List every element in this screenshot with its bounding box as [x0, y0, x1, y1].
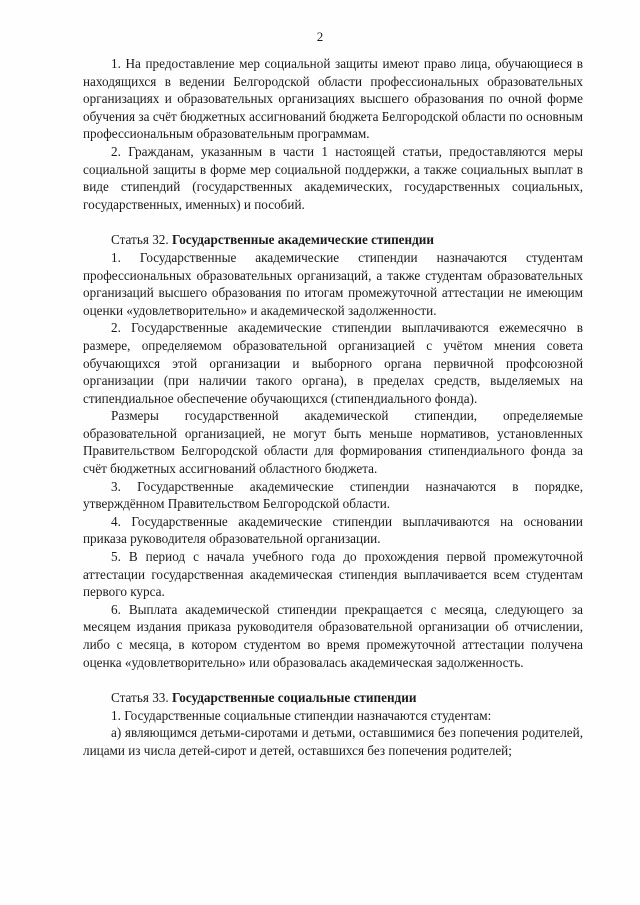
paragraph: а) являющимся детьми-сиротами и детьми, оставшимися без попечения родителей, лицами из числа детей-сирот и детей, оставшихся без попечения родителей; [83, 725, 583, 758]
article-title: Государственные социальные стипендии [171, 690, 417, 706]
document-body [83, 55, 583, 760]
section-spacer [83, 213, 583, 231]
article-heading [83, 689, 583, 707]
paragraph: 2. Гражданам, указанным в части 1 настоящей статьи, предоставляются меры социальной защиты в форме мер социальной поддержки, а также социальных выплат в виде стипендий (государственных академических, государственных социальных, государственных, именных) и пособий. [83, 143, 583, 212]
article-number: Статья 33. [111, 690, 172, 706]
article-title: Государственные академические стипендии [171, 232, 434, 248]
section-spacer [83, 671, 583, 689]
page-number: 2 [316, 29, 324, 44]
paragraph: 1. Государственные социальные стипендии назначаются студентам: [111, 707, 492, 723]
paragraph: Размеры государственной академической стипендии, определяемые образовательной организацией, не могут быть меньше нормативов, установленных Правительством Белгородской области для формирования стипендиального фонда за счёт бюджетных ассигнований областного бюджета. [83, 408, 583, 477]
paragraph: 6. Выплата академической стипендии прекращается с месяца, следующего за месяцем издания приказа руководителя образовательной организации об отчислении, либо с месяца, в котором студентом во время промежуточной аттестации получена оценка «удовлетворительно» или образовалась академическая задолженность. [83, 601, 583, 670]
paragraph: 1. Государственные академические стипендии назначаются студентам профессиональных образовательных организаций, а также студентам образовательных организаций высшего образования по итогам промежуточной аттестации не имеющим оценки «удовлетворительно» и академической задолженности. [83, 249, 583, 318]
article-heading [83, 231, 583, 249]
paragraph: 3. Государственные академические стипендии назначаются в порядке, утверждённом Правительством Белгородской области. [83, 478, 583, 512]
paragraph: 5. В период с начала учебного года до прохождения первой промежуточной аттестации государственная академическая стипендия выплачивается всем студентам первого курса. [83, 549, 583, 600]
paragraph: 1. На предоставление мер социальной защиты имеют право лица, обучающиеся в находящихся в ведении Белгородской области профессиональных образовательных организациях и образовательных организациях высшего образования по очной форме обучения за счёт бюджетных ассигнований бюджета Белгородской области по основным профессиональным образовательным программам. [83, 56, 583, 142]
paragraph: 4. Государственные академические стипендии выплачиваются на основании приказа руководителя образовательной организации. [83, 513, 583, 547]
paragraph: 2. Государственные академические стипендии выплачиваются ежемесячно в размере, определяемом образовательной организацией с учётом мнения совета обучающихся этой организации и выборного органа первичной профсоюзной организации (при наличии такого органа), в пределах средств, выделяемых на стипендиальное обеспечение обучающихся (стипендиального фонда). [83, 320, 583, 406]
article-number: Статья 32. [111, 232, 172, 248]
